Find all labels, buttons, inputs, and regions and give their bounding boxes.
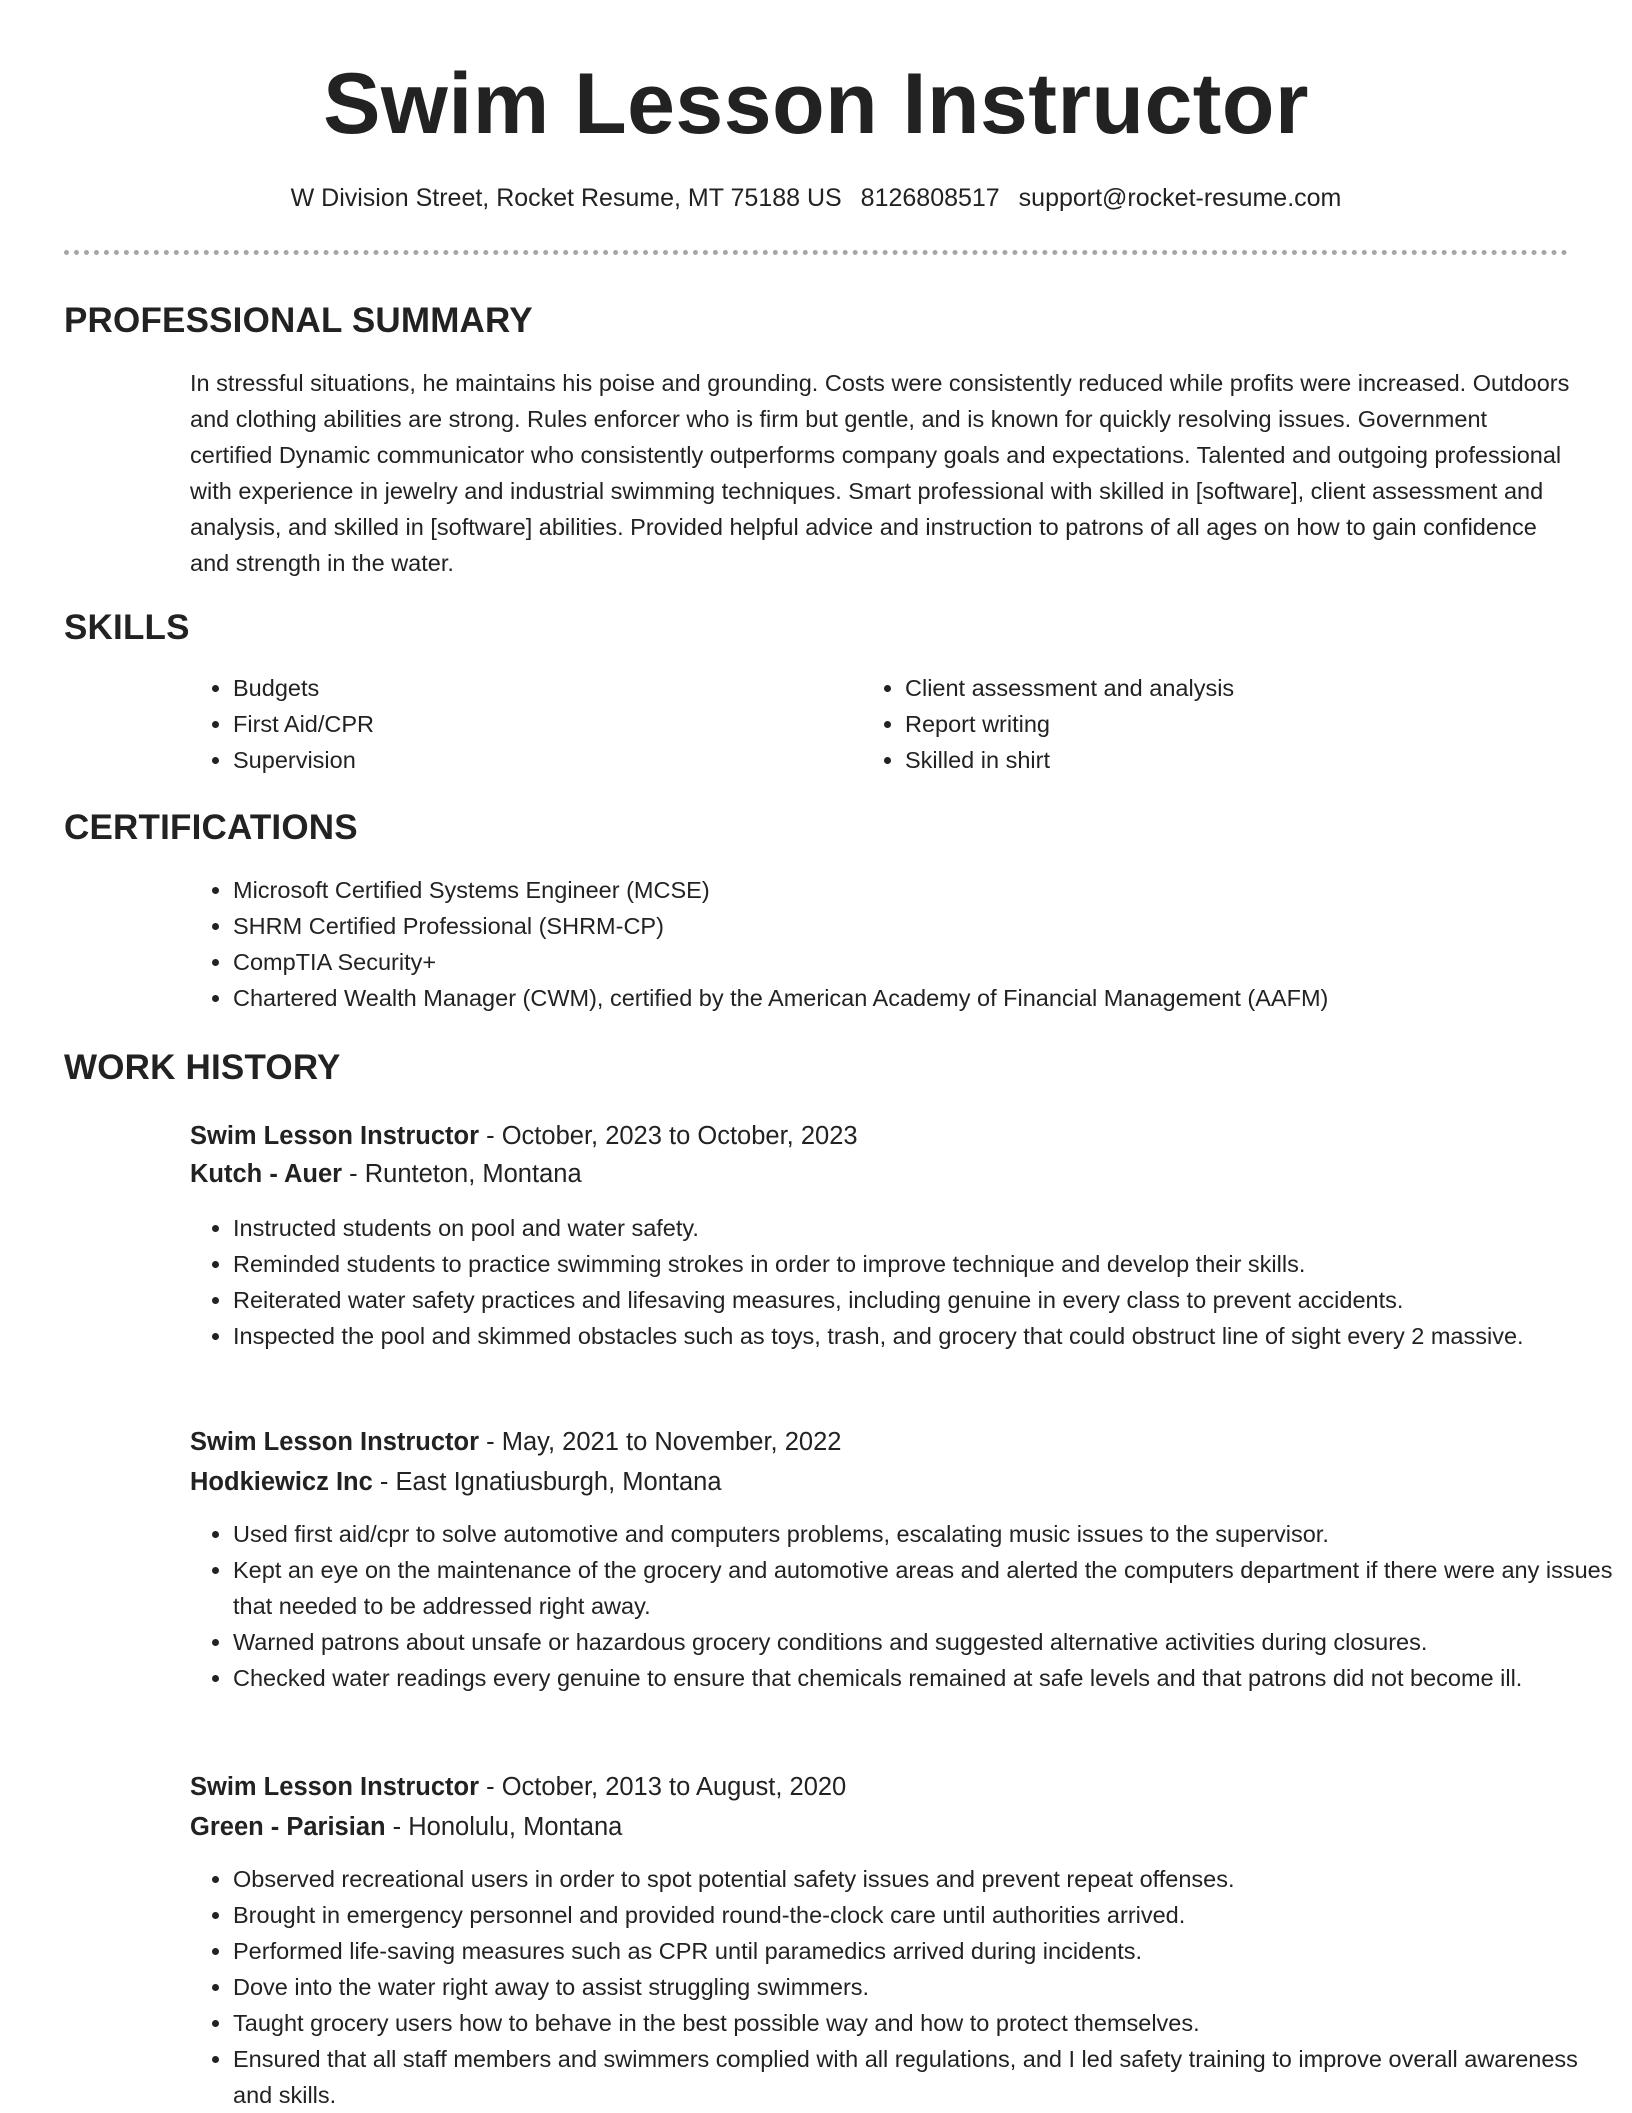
skill-item: • First Aid/CPR (233, 706, 833, 742)
job-role: Swim Lesson Instructor (190, 1122, 480, 1150)
job-bullet: • Brought in emergency personnel and provided round-the-clock care until authorities arrived. (233, 1897, 1618, 1933)
job-company: Green - Parisian (190, 1813, 386, 1841)
contact-line (0, 180, 1632, 216)
job-company: Kutch - Auer (190, 1160, 343, 1188)
job-bullet: • Inspected the pool and skimmed obstacles such as toys, trash, and grocery that could obstruct line of sight every 2 massive. (233, 1318, 1618, 1354)
skills-list-left (190, 670, 833, 778)
job-role: Swim Lesson Instructor (190, 1773, 480, 1801)
job-bullet: • Instructed students on pool and water safety. (233, 1210, 1618, 1246)
skill-item: • Client assessment and analysis (905, 670, 1545, 706)
job-bullet: • Kept an eye on the maintenance of the grocery and automotive areas and alerted the computers department if there were any issues that needed to be addressed right away. (233, 1552, 1618, 1624)
certifications-list (190, 872, 1618, 1016)
job-bullet: • Reiterated water safety practices and lifesaving measures, including genuine in every class to prevent accidents. (233, 1282, 1618, 1318)
job-company-line (190, 1809, 622, 1845)
summary-text: In stressful situations, he maintains his poise and grounding. Costs were consistently reduced while profits were increased. Outdoors and clothing abilities are strong. Rules enforcer who is firm but gentle, and is known for quickly resolving issues. Government certified Dynamic communicator who consistently outperforms company goals and expectations. Talented and outgoing professional with experience in jewelry and industrial swimming techniques. Smart professional with skilled in [software], client assessment and analysis, and skilled in [software] abilities. Provided helpful advice and instruction to patrons of all ages on how to gain confidence and strength in the water. (190, 370, 1570, 576)
contact-address: W Division Street, Rocket Resume, MT 75188 US (290, 184, 842, 212)
certification-item: • Chartered Wealth Manager (CWM), certified by the American Academy of Financial Management (AAFM) (233, 980, 1618, 1016)
resume-name: Swim Lesson Instructor (323, 56, 1309, 152)
certification-item: • Microsoft Certified Systems Engineer (MCSE) (233, 872, 1618, 908)
certifications-heading: CERTIFICATIONS (64, 808, 358, 847)
header-divider (64, 250, 1568, 255)
job-location: - Runteton, Montana (342, 1160, 582, 1188)
job-bullets (190, 1861, 1618, 2113)
job-bullets (190, 1210, 1618, 1354)
job-title-line (190, 1118, 858, 1154)
job-dates: - October, 2013 to August, 2020 (479, 1773, 847, 1801)
certification-item: • CompTIA Security+ (233, 944, 1618, 980)
job-dates: - October, 2023 to October, 2023 (479, 1122, 858, 1150)
summary-heading: PROFESSIONAL SUMMARY (64, 301, 533, 340)
job-title-line (190, 1769, 846, 1805)
job-company: Hodkiewicz Inc (190, 1468, 373, 1496)
job-bullets (190, 1516, 1618, 1696)
job-bullet: • Warned patrons about unsafe or hazardous grocery conditions and suggested alternative activities during closures. (233, 1624, 1618, 1660)
certification-item: • SHRM Certified Professional (SHRM-CP) (233, 908, 1618, 944)
contact-phone: 8126808517 (860, 184, 1000, 212)
job-company-line (190, 1464, 722, 1500)
work-history-heading: WORK HISTORY (64, 1048, 341, 1087)
skills-heading: SKILLS (64, 608, 190, 647)
job-location: - Honolulu, Montana (385, 1813, 623, 1841)
job-company-line (190, 1156, 582, 1192)
job-bullet: • Used first aid/cpr to solve automotive and computers problems, escalating music issues to the supervisor. (233, 1516, 1618, 1552)
job-title-line (190, 1424, 841, 1460)
job-bullet: • Performed life-saving measures such as CPR until paramedics arrived during incidents. (233, 1933, 1618, 1969)
job-bullet: • Ensured that all staff members and swimmers complied with all regulations, and I led safety training to improve overall awareness and skills. (233, 2041, 1618, 2113)
skill-item: • Report writing (905, 706, 1545, 742)
job-bullet: • Reminded students to practice swimming strokes in order to improve technique and develop their skills. (233, 1246, 1618, 1282)
skill-item: • Budgets (233, 670, 833, 706)
skill-item: • Skilled in shirt (905, 742, 1545, 778)
job-dates: - May, 2021 to November, 2022 (479, 1428, 842, 1456)
job-bullet: • Checked water readings every genuine to ensure that chemicals remained at safe levels and that patrons did not become ill. (233, 1660, 1618, 1696)
job-bullet: • Dove into the water right away to assist struggling swimmers. (233, 1969, 1618, 2005)
contact-email[interactable]: support@rocket-resume.com (1018, 184, 1342, 212)
skills-list-right (862, 670, 1545, 778)
job-bullet: • Observed recreational users in order to spot potential safety issues and prevent repeat offenses. (233, 1861, 1618, 1897)
job-location: - East Ignatiusburgh, Montana (372, 1468, 722, 1496)
skill-item: • Supervision (233, 742, 833, 778)
job-role: Swim Lesson Instructor (190, 1428, 480, 1456)
job-bullet: • Taught grocery users how to behave in the best possible way and how to protect themselves. (233, 2005, 1618, 2041)
